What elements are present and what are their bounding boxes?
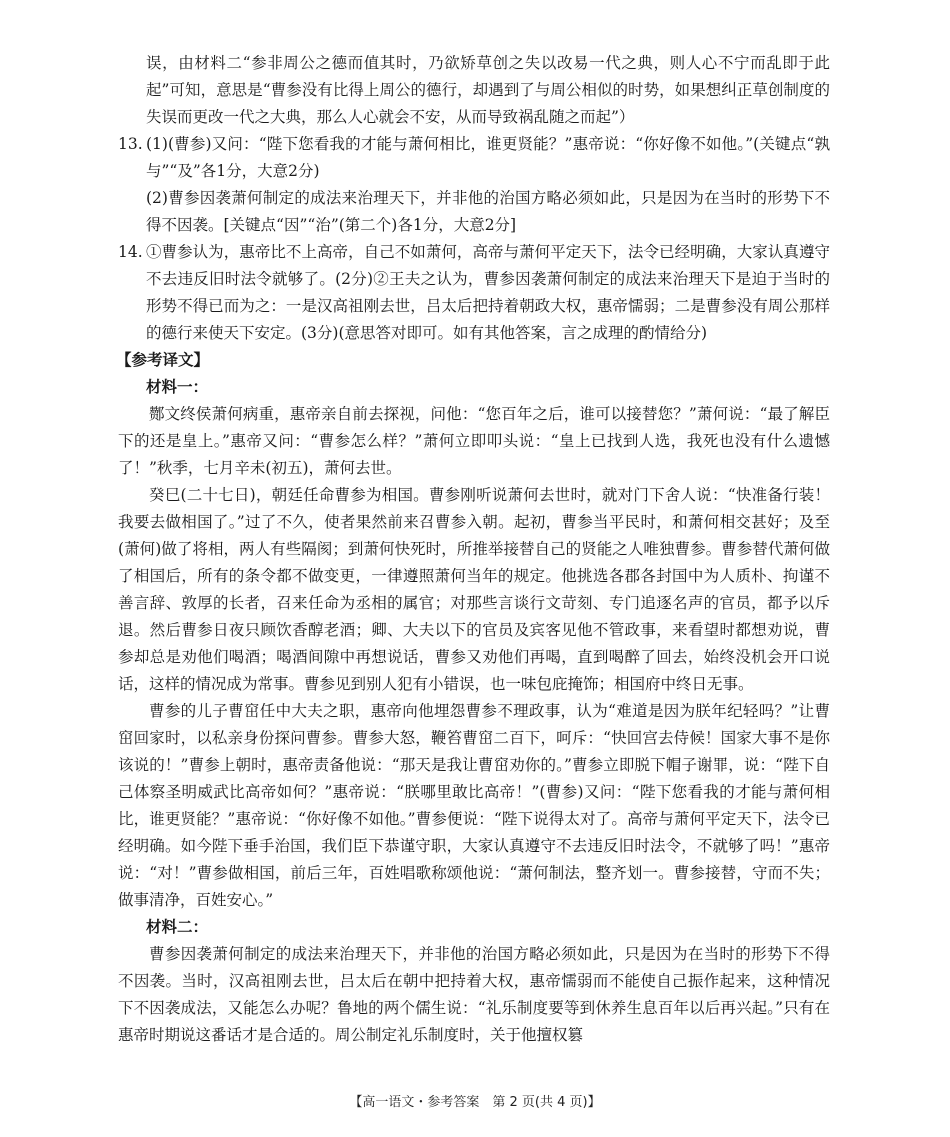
answer-13-part-2: (2)曹参因袭萧何制定的成法来治理天下，并非他的治国方略必须如此，只是因为在当时的形势下不得不因袭。[关键点“因”“治”(第二个)各1分，大意2分] xyxy=(146,189,830,234)
page-footer: 【高一语文・参考答案 第 2 页(共 4 页)】 xyxy=(349,1095,601,1110)
answer-14-text: ①曹参认为，惠帝比不上高帝，自己不如萧何，高帝与萧何平定天下，法令已经明确，大家认真遵守不去违反旧时法令就够了。(2分)②王夫之认为，曹参因袭萧何制定的成法来治理天下是迫于当时的形势不得已而为之：一是汉高祖刚去世，吕太后把持着朝政大权，惠帝懦弱；二是曹参没有周公那样的德行来使天下安定。(3分)(意思答对即可。如有其他答案，言之成理的酌情给分) xyxy=(146,243,830,342)
answer-14-number: 14. xyxy=(118,243,143,261)
material-1-paragraph-1: 酂文终侯萧何病重，惠帝亲自前去探视，问他：“您百年之后，谁可以接替您？”萧何说：“最了解臣下的还是皇上。”惠帝又问：“曹参怎么样？”萧何立即叩头说：“皇上已找到人选，我死也没有什么遗憾了！”秋季，七月辛未(初五)，萧何去世。 xyxy=(118,405,830,477)
page-content xyxy=(118,50,830,1049)
answer-14 xyxy=(118,239,830,347)
material-2-paragraph-1: 曹参因袭萧何制定的成法来治理天下，并非他的治国方略必须如此，只是因为在当时的形势下不得不因袭。当时，汉高祖刚去世，吕太后在朝中把持着大权，惠帝懦弱而不能使自己振作起来，这种情况下不因袭成法，又能怎么办呢？鲁地的两个儒生说：“礼乐制度要等到休养生息百年以后再兴起。”只有在惠帝时期说这番话才是合适的。周公制定礼乐制度时，关于他擅权篡 xyxy=(118,945,830,1044)
material-2-heading: 材料二： xyxy=(146,918,209,936)
translation-heading: 【参考译文】 xyxy=(116,351,210,369)
answer-13 xyxy=(118,131,830,239)
material-1-paragraph-2: 癸巳(二十七日)，朝廷任命曹参为相国。曹参刚听说萧何去世时，就对门下舍人说：“快准备行装！我要去做相国了。”过了不久，使者果然前来召曹参入朝。起初，曹参当平民时，和萧何相交甚好；及至(萧何)做了将相，两人有些隔阂；到萧何快死时，所推举接替自己的贤能之人唯独曹参。曹参替代萧何做了相国后，所有的条令都不做变更，一律遵照萧何当年的规定。他挑选各郡各封国中为人质朴、拘谨不善言辞、敦厚的长者，召来任命为丞相的属官；对那些言谈行文苛刻、专门追逐名声的官员，都予以斥退。然后曹参日夜只顾饮香醇老酒；卿、大夫以下的官员及宾客见他不管政事，来看望时都想劝说，曹参却总是劝他们喝酒；喝酒间隙中再想说话，曹参又劝他们再喝，直到喝醉了回去，始终没机会开口说话，这样的情况成为常事。曹参见到别人犯有小错误，也一味包庇掩饰；相国府中终日无事。 xyxy=(118,486,830,693)
answer-13-part-1: (1)(曹参)又问：“陛下您看我的才能与萧何相比，谁更贤能？”惠帝说：“你好像不如他。”(关键点“孰与”“及”各1分，大意2分) xyxy=(146,135,830,180)
material-1-heading: 材料一： xyxy=(146,378,209,396)
answer-13-number: 13. xyxy=(118,135,143,153)
answer-12-continuation: 误，由材料二“参非周公之德而值其时，乃欲矫草创之失以改易一代之典，则人心不宁而乱即于此起”可知，意思是“曹参没有比得上周公的德行，却遇到了与周公相似的时势，如果想纠正草创制度的失误而更改一代之大典，那么人心就会不安，从而导致祸乱随之而起”） xyxy=(146,54,830,126)
material-1-paragraph-3: 曹参的儿子曹窋任中大夫之职，惠帝向他埋怨曹参不理政事，认为“难道是因为朕年纪轻吗？”让曹窋回家时，以私亲身份探问曹参。曹参大怒，鞭笞曹窋二百下，呵斥：“快回宫去侍候！国家大事不是你该说的！”曹参上朝时，惠帝责备他说：“那天是我让曹窋劝你的。”曹参立即脱下帽子谢罪，说：“陛下自己体察圣明威武比高帝如何？”惠帝说：“朕哪里敢比高帝！”(曹参)又问：“陛下您看我的才能与萧何相比，谁更贤能？”惠帝说：“你好像不如他。”曹参便说：“陛下说得太对了。高帝与萧何平定天下，法令已经明确。如今陛下垂手治国，我们臣下恭谨守职，大家认真遵守不去违反旧时法令，不就够了吗！”惠帝说：“对！”曹参做相国，前后三年，百姓唱歌称颂他说：“萧何制法，整齐划一。曹参接替，守而不失；做事清净，百姓安心。” xyxy=(118,702,830,909)
